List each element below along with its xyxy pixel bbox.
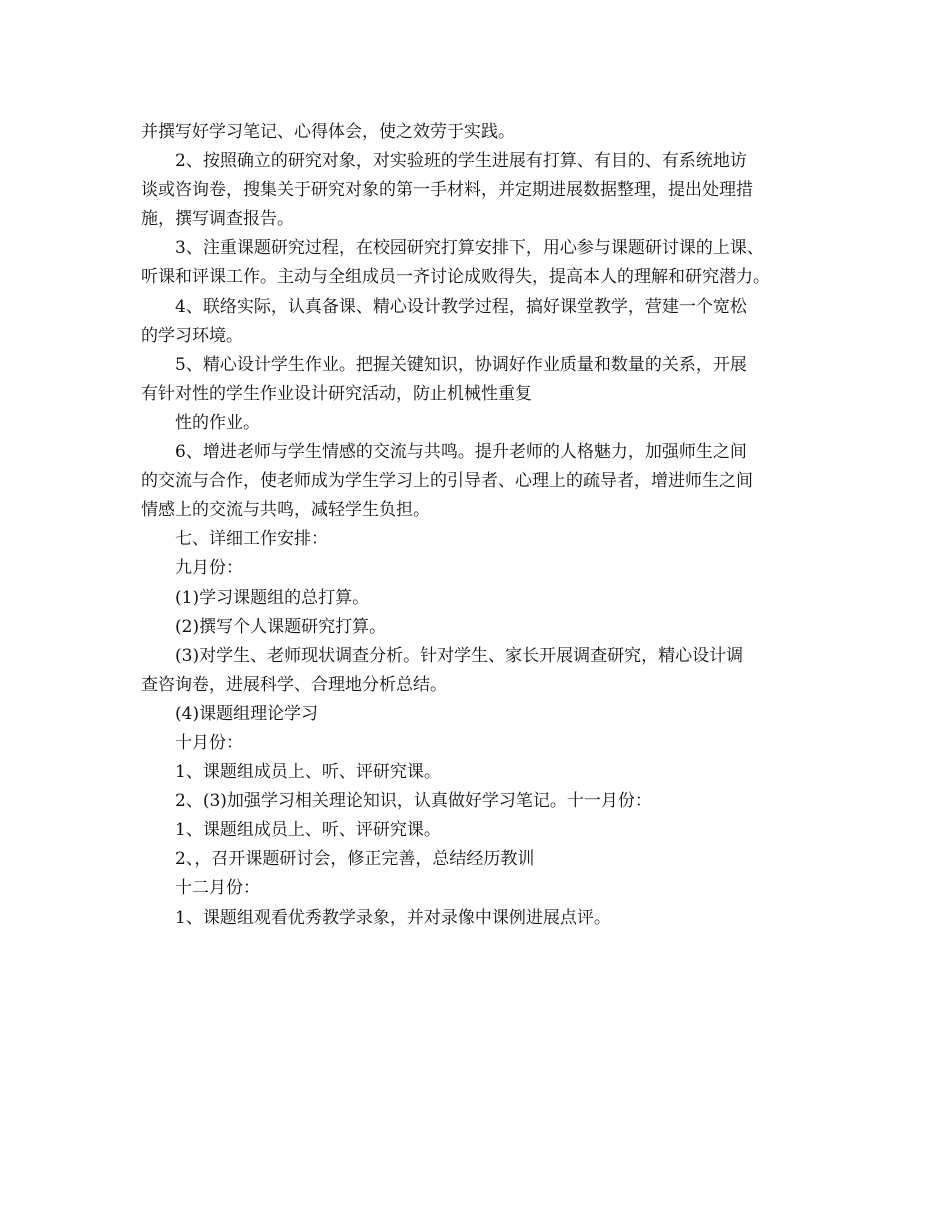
paragraph-line: 1、课题组成员上、听、评研究课。 xyxy=(175,820,441,841)
paragraph-line: 2、(3)加强学习相关理论知识，认真做好学习笔记。十一月份： xyxy=(175,791,652,812)
paragraph-line: 查咨询卷，进展科学、合理地分析总结。 xyxy=(141,674,447,695)
paragraph-line: (1)学习课题组的总打算。 xyxy=(175,587,370,608)
paragraph-line: 十月份： xyxy=(175,732,243,753)
paragraph-line: 1、课题组成员上、听、评研究课。 xyxy=(175,762,441,783)
paragraph-line: 6、增进老师与学生情感的交流与共鸣。提升老师的人格魅力，加强师生之间 xyxy=(175,442,747,463)
paragraph-line: (4)课题组理论学习 xyxy=(175,703,319,724)
paragraph-line: (2)撰写个人课题研究打算。 xyxy=(175,616,387,637)
paragraph-line: 七、详细工作安排： xyxy=(175,529,328,550)
paragraph-line: 情感上的交流与共鸣，减轻学生负担。 xyxy=(141,500,430,521)
paragraph-line: 2、按照确立的研究对象，对实验班的学生进展有打算、有目的、有系统地访 xyxy=(175,151,747,172)
paragraph-line: 九月份： xyxy=(175,558,243,579)
paragraph-line: (3)对学生、老师现状调查分析。针对学生、家长开展调查研究，精心设计调 xyxy=(175,645,744,666)
paragraph-line: 听课和评课工作。主动与全组成员一齐讨论成败得失，提高本人的理解和研究潜力。 xyxy=(141,267,770,288)
paragraph-line: 并撰写好学习笔记、心得体会，使之效劳于实践。 xyxy=(141,122,515,142)
paragraph-line: 2、，召开课题研讨会，修正完善，总结经历教训 xyxy=(175,849,535,870)
paragraph-line: 性的作业。 xyxy=(175,412,260,433)
paragraph-line: 5、精心设计学生作业。把握关键知识，协调好作业质量和数量的关系，开展 xyxy=(175,354,747,375)
paragraph-line: 的学习环境。 xyxy=(141,325,243,346)
paragraph-line: 施，撰写调查报告。 xyxy=(141,209,294,230)
paragraph-line: 的交流与合作，使老师成为学生学习上的引导者、心理上的疏导者，增进师生之间 xyxy=(141,471,753,492)
paragraph-line: 谈或咨询卷，搜集关于研究对象的第一手材料，并定期进展数据整理，提出处理措 xyxy=(141,180,753,201)
paragraph-line: 4、联络实际，认真备课、精心设计教学过程，搞好课堂教学，营建一个宽松 xyxy=(175,296,747,317)
document-body xyxy=(141,118,821,933)
paragraph-line: 3、注重课题研究过程，在校园研究打算安排下，用心参与课题研讨课的上课、 xyxy=(175,238,764,259)
paragraph-line: 1、课题组观看优秀教学录象，并对录像中课例进展点评。 xyxy=(175,907,611,928)
paragraph-line: 十二月份： xyxy=(175,878,260,899)
paragraph-line: 有针对性的学生作业设计研究活动，防止机械性重复 xyxy=(141,383,532,404)
